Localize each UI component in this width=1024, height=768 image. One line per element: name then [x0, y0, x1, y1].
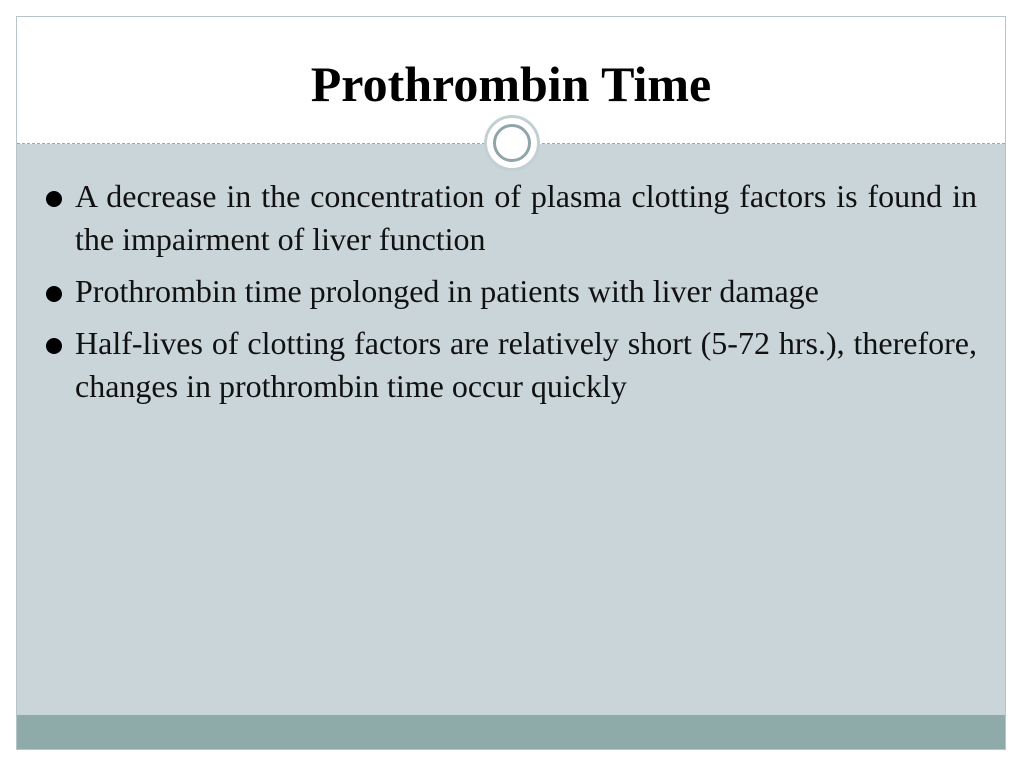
bullet-dot-icon [46, 286, 62, 302]
bullet-item [43, 175, 977, 261]
slide [16, 16, 1006, 750]
slide-title: Prothrombin Time [310, 56, 712, 112]
bullet-list [43, 175, 977, 417]
circle-divider-inner-ring [493, 124, 531, 162]
bullet-item [43, 322, 977, 408]
footer-bar [17, 715, 1005, 749]
bullet-text: Half-lives of clotting factors are relatively short (5-72 hrs.), therefore, changes in prothrombin time occur quickly [75, 325, 977, 404]
bullet-dot-icon [46, 191, 62, 207]
bullet-text: A decrease in the concentration of plasma clotting factors is found in the impairment of liver function [75, 178, 977, 257]
circle-divider-icon [484, 115, 540, 171]
bullet-text: Prothrombin time prolonged in patients with liver damage [75, 273, 819, 309]
bullet-dot-icon [46, 338, 62, 354]
bullet-item [43, 270, 977, 313]
